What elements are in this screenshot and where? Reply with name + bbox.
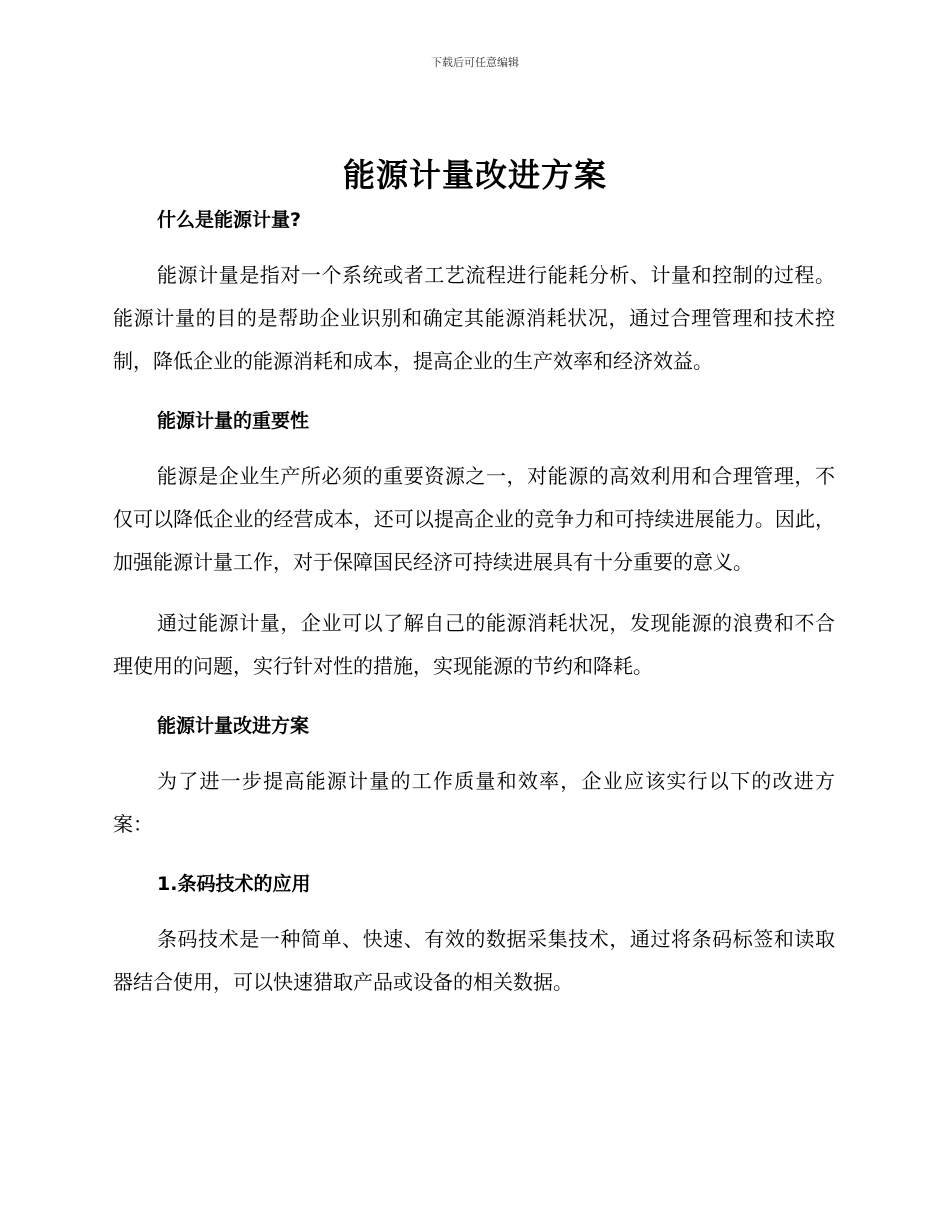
paragraph-definition: 能源计量是指对一个系统或者工艺流程进行能耗分析、计量和控制的过程。能源计量的目的是帮助企业识别和确定其能源消耗状况，通过合理管理和技术控制，降低企业的能源消耗和成本，提高企业的生产效率和经济效益。 — [113, 263, 835, 373]
page-header-note: 下载后可任意编辑 — [431, 56, 519, 69]
section-heading-barcode: 1.条码技术的应用 — [157, 873, 311, 895]
document-body — [113, 200, 835, 1004]
paragraph-barcode: 条码技术是一种简单、快速、有效的数据采集技术，通过将条码标签和读取器结合使用，可以快速猎取产品或设备的相关数据。 — [113, 927, 835, 994]
paragraph-importance-1: 能源是企业生产所必须的重要资源之一，对能源的高效利用和合理管理，不仅可以降低企业的经营成本，还可以提高企业的竞争力和可持续进展能力。因此，加强能源计量工作，对于保障国民经济可持续进展具有十分重要的意义。 — [113, 464, 835, 574]
paragraph-importance-2: 通过能源计量，企业可以了解自己的能源消耗状况，发现能源的浪费和不合理使用的问题，实行针对性的措施，实现能源的节约和降耗。 — [113, 611, 835, 678]
document-title: 能源计量改进方案 — [342, 156, 607, 194]
section-heading-importance: 能源计量的重要性 — [157, 410, 310, 432]
section-heading-improvement: 能源计量改进方案 — [157, 715, 310, 737]
paragraph-improvement-intro: 为了进一步提高能源计量的工作质量和效率，企业应该实行以下的改进方案： — [113, 769, 835, 836]
section-heading-what-is: 什么是能源计量? — [157, 209, 302, 231]
